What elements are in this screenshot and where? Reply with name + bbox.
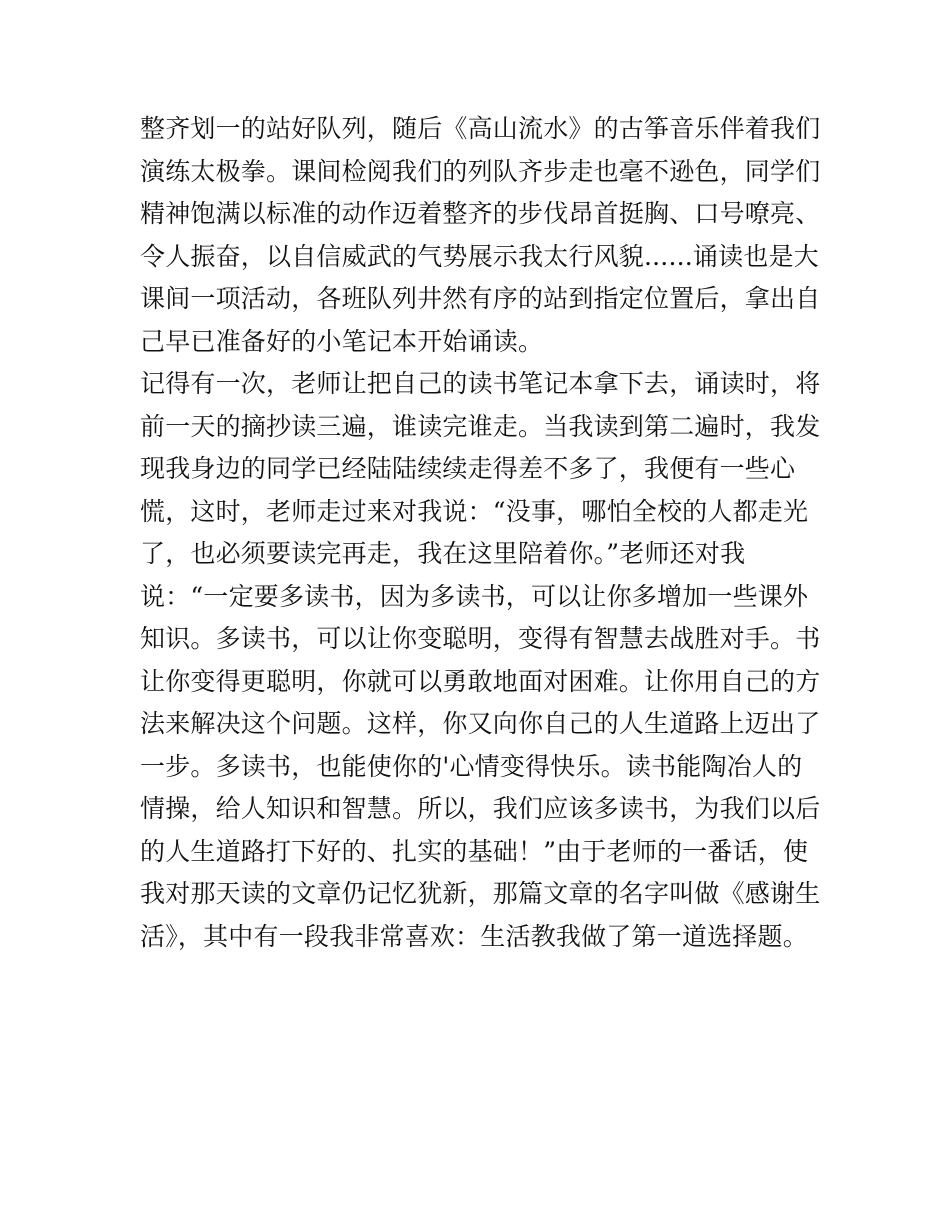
text-line: 课间一项活动，各班队列井然有序的站到指定位置后，拿出自 <box>140 284 821 313</box>
text-line: 前一天的摘抄读三遍，谁读完谁走。当我读到第二遍时，我发 <box>140 411 821 441</box>
text-line: 知识。多读书，可以让你变聪明，变得有智慧去战胜对手。书 <box>140 624 821 653</box>
text-line: 的人生道路打下好的、扎实的基础！”由于老师的一番话，使 <box>140 836 809 866</box>
text-line: 情操，给人知识和智慧。所以，我们应该多读书，为我们以后 <box>140 794 821 823</box>
text-line: 了，也必须要读完再走，我在这里陪着你。”老师还对我 <box>140 539 746 568</box>
text-line: 演练太极拳。课间检阅我们的列队齐步走也毫不逊色，同学们 <box>140 156 821 186</box>
text-line: 慌，这时，老师走过来对我说：“没事，哪怕全校的人都走光 <box>140 496 809 526</box>
text-line: 让你变得更聪明，你就可以勇敢地面对困难。让你用自己的方 <box>140 666 821 696</box>
text-line: 一步。多读书，也能使你的'心情变得快乐。读书能陶冶人的 <box>140 751 803 781</box>
text-line: 活》，其中有一段我非常喜欢：生活教我做了第一道选择题。 <box>140 921 808 951</box>
text-line: 令人振奋，以自信威武的气势展示我太行风貌......诵读也是大 <box>140 241 819 271</box>
text-line: 说：“一定要多读书，因为多读书，可以让你多增加一些课外 <box>140 581 809 611</box>
text-line: 记得有一次，老师让把自己的读书笔记本拿下去，诵读时，将 <box>140 369 821 398</box>
text-line: 我对那天读的文章仍记忆犹新，那篇文章的名字叫做《感谢生 <box>140 879 821 908</box>
text-line: 现我身边的同学已经陆陆续续走得差不多了，我便有一些心 <box>140 454 796 483</box>
text-line: 己早已准备好的小笔记本开始诵读。 <box>140 326 544 356</box>
text-line: 整齐划一的站好队列，随后《高山流水》的古筝音乐伴着我们 <box>140 114 821 143</box>
body-text <box>140 108 830 958</box>
text-line: 精神饱满以标准的动作迈着整齐的步伐昂首挺胸、口号嘹亮、 <box>140 199 821 228</box>
text-line: 法来解决这个问题。这样，你又向你自己的人生道路上迈出了 <box>140 709 821 738</box>
